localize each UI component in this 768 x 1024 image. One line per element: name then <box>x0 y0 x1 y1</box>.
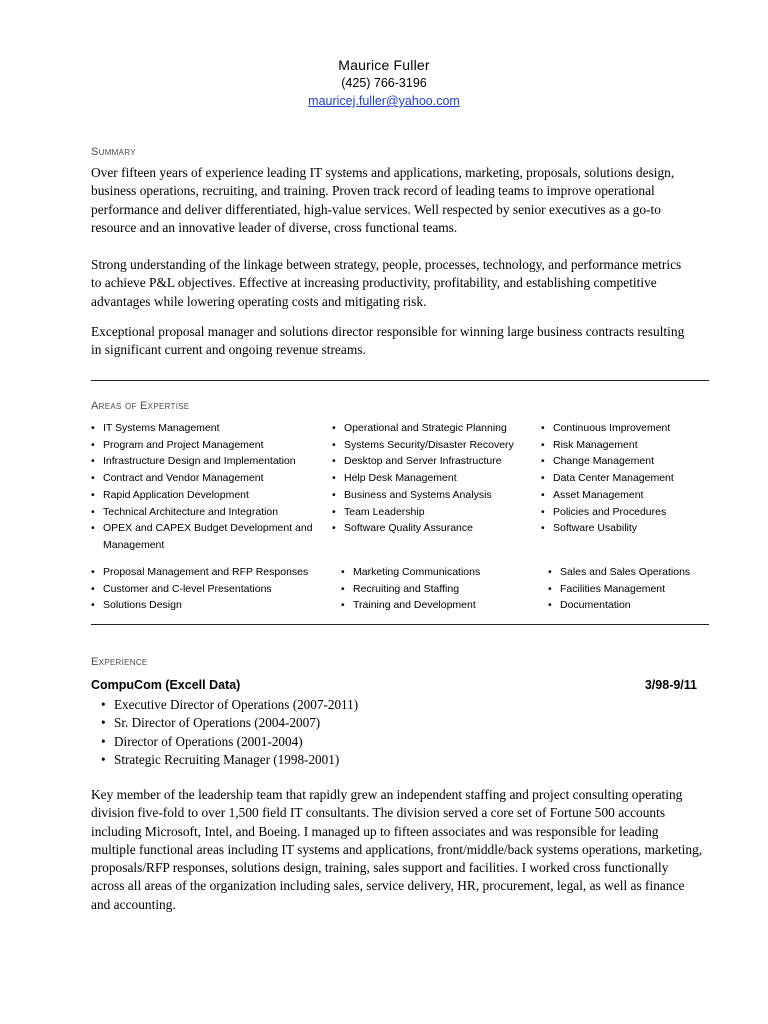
expertise-item: • Infrastructure Design and Implementation <box>91 453 321 470</box>
divider-summary <box>91 380 709 381</box>
employment-dates: 3/98-9/11 <box>644 678 697 692</box>
phone-number: (425) 766-3196 <box>341 76 427 90</box>
expertise-item: • IT Systems Management <box>91 420 321 437</box>
expertise-item: • Contract and Vendor Management <box>91 470 321 487</box>
expertise-item: • Risk Management <box>541 437 711 454</box>
expertise-item: • Continuous Improvement <box>541 420 711 437</box>
expertise-item: • Customer and C-level Presentations <box>91 581 331 598</box>
expertise-column-1 <box>91 420 321 554</box>
expertise-column-1b <box>91 564 331 614</box>
expertise-column-3b <box>548 564 718 614</box>
expertise-item: • Asset Management <box>541 487 711 504</box>
expertise-item: • Help Desk Management <box>332 470 538 487</box>
expertise-column-2 <box>332 420 538 537</box>
company-name: CompuCom (Excell Data) <box>91 678 241 692</box>
expertise-item: • Rapid Application Development <box>91 487 321 504</box>
divider-expertise <box>91 624 709 625</box>
expertise-item: • Operational and Strategic Planning <box>332 420 538 437</box>
expertise-column-2b <box>341 564 531 614</box>
email-link[interactable]: mauricej.fuller@yahoo.com <box>308 94 460 108</box>
experience-heading: Experience <box>91 656 148 668</box>
expertise-item: • Proposal Management and RFP Responses <box>91 564 331 581</box>
expertise-item: • Program and Project Management <box>91 437 321 454</box>
expertise-item: • Business and Systems Analysis <box>332 487 538 504</box>
expertise-item: • Desktop and Server Infrastructure <box>332 453 538 470</box>
role-item: • Strategic Recruiting Manager (1998-2001) <box>101 751 358 769</box>
expertise-item: • Technical Architecture and Integration <box>91 504 321 521</box>
expertise-column-3 <box>541 420 711 537</box>
role-list <box>101 696 358 769</box>
experience-description: Key member of the leadership team that rapidly grew an independent staffing and project consulting operating division five-fold to over 1,500 field IT consultants. The division served a core set of Fortune 500 accounts including Microsoft, Intel, and Boeing. I managed up to fifteen associates and was responsible for leading multiple functional areas including IT systems and applications, front/middle/back systems operations, marketing, proposals/RFP responses, solutions design, training, sales support and facilities. I worked cross functionally across all areas of the organization including sales, service delivery, HR, procurement, legal, as well as finance and accounting. <box>91 787 703 912</box>
summary-heading: Summary <box>91 146 136 158</box>
expertise-item: • Team Leadership <box>332 504 538 521</box>
candidate-name: Maurice Fuller <box>338 57 430 73</box>
expertise-item: • Systems Security/Disaster Recovery <box>332 437 538 454</box>
expertise-heading: Areas of Expertise <box>91 400 190 412</box>
summary-paragraph-2: Strong understanding of the linkage between strategy, people, processes, technology, and performance metrics to achieve P&L objectives. Effective at increasing productivity, profitability, and establishing competitive advantages while lowering operating costs and mitigating risk. <box>91 257 682 309</box>
expertise-item: • Facilities Management <box>548 581 718 598</box>
expertise-item: • Recruiting and Staffing <box>341 581 531 598</box>
expertise-item: • OPEX and CAPEX Budget Development and Management <box>91 520 321 553</box>
expertise-item: • Data Center Management <box>541 470 711 487</box>
summary-paragraph-1: Over fifteen years of experience leading IT systems and applications, marketing, proposals, solutions design, business operations, recruiting, and training. Proven track record of leading teams to improve operational performance and deliver differentiated, high-value services. Well respected by senior executives as a go-to resource and an innovative leader of diverse, cross functional teams. <box>91 165 675 235</box>
expertise-item: • Software Quality Assurance <box>332 520 538 537</box>
summary-paragraph-3: Exceptional proposal manager and solutions director responsible for winning large business contracts resulting in significant current and ongoing revenue streams. <box>91 324 685 358</box>
expertise-item: • Change Management <box>541 453 711 470</box>
expertise-item: • Training and Development <box>341 597 531 614</box>
expertise-item: • Marketing Communications <box>341 564 531 581</box>
expertise-item: • Policies and Procedures <box>541 504 711 521</box>
expertise-item: • Documentation <box>548 597 718 614</box>
expertise-item: • Sales and Sales Operations <box>548 564 718 581</box>
role-item: • Sr. Director of Operations (2004-2007) <box>101 714 358 732</box>
role-item: • Director of Operations (2001-2004) <box>101 733 358 751</box>
expertise-item: • Solutions Design <box>91 597 331 614</box>
role-item: • Executive Director of Operations (2007-2011) <box>101 696 358 714</box>
expertise-item: • Software Usability <box>541 520 711 537</box>
